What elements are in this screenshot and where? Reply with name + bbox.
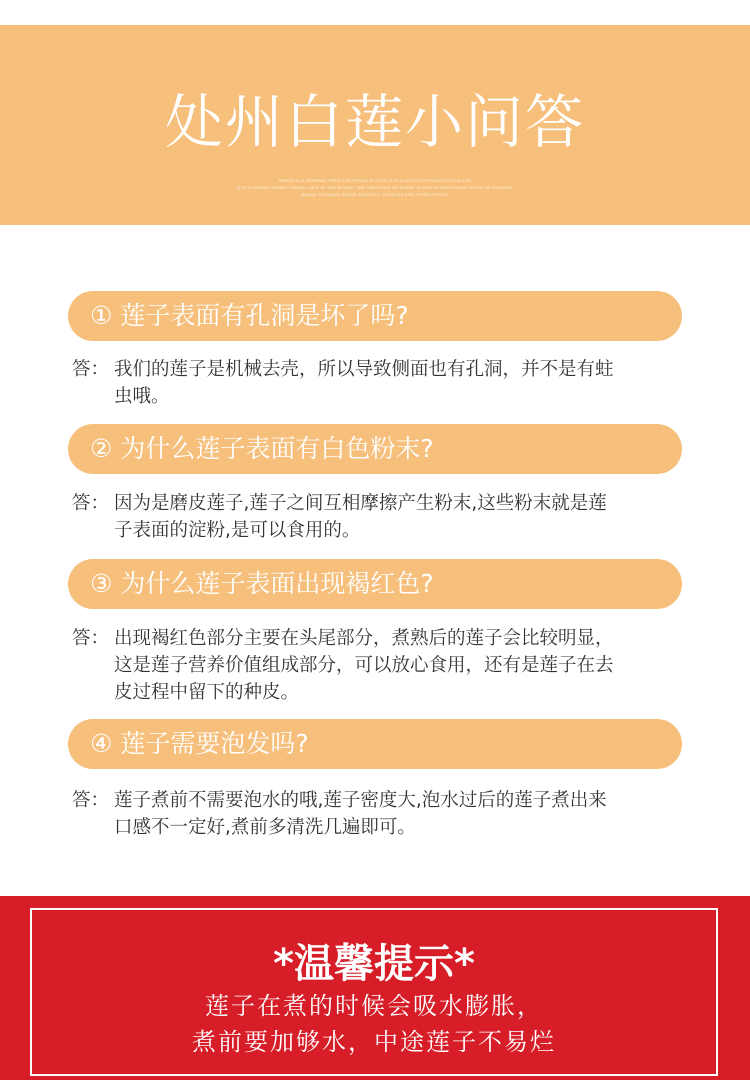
answer-text (114, 356, 692, 410)
tips-frame (30, 908, 718, 1076)
banner-subtitle (180, 177, 570, 198)
answer-text (114, 787, 692, 841)
banner-subtitle-line: BREAD, STEAMED BREAD, BISCUITS, NOODLES AND OTHER FOODS. (301, 192, 449, 197)
question-1: ① 莲子表面有孔洞是坏了吗? (68, 291, 682, 341)
answer-line: 这是莲子营养价值组成部分，可以放心食用，还有是莲子在去 (114, 655, 614, 676)
answer-prefix: 答： (72, 790, 110, 811)
answer-line: 因为是磨皮莲子,莲子之间互相摩擦产生粉末,这些粉末就是莲 (114, 493, 607, 514)
tips-line-2: 煮前要加够水，中途莲子不易烂 (192, 1028, 556, 1056)
header-banner (0, 25, 750, 225)
answer-3 (72, 625, 692, 706)
answer-prefix: 答： (72, 628, 110, 649)
banner-subtitle-line: WHEAT IS A GENERAL TERM FOR WHEAT PLANTS. IT IS A MONOCOTYLEDONOUS PLANT. (278, 178, 472, 183)
tips-title: *温馨提示* (273, 941, 475, 987)
tips-line-1: 莲子在煮的时候会吸水膨胀， (205, 992, 543, 1020)
answer-4 (72, 787, 692, 841)
page-title: 处州白莲小问答 (164, 88, 585, 156)
question-4: ④ 莲子需要泡发吗? (68, 719, 682, 769)
answer-line: 我们的莲子是机械去壳，所以导致侧面也有孔洞，并不是有蛀 (114, 359, 614, 380)
answer-line: 子表面的淀粉,是可以食用的。 (114, 520, 361, 541)
answer-1 (72, 356, 692, 410)
question-3: ③ 为什么莲子表面出现褐红色? (68, 559, 682, 609)
answer-line: 出现褐红色部分主要在头尾部分，煮熟后的莲子会比较明显， (114, 628, 614, 649)
answer-line: 口感不一定好,煮前多清洗几遍即可。 (114, 817, 416, 838)
question-2: ② 为什么莲子表面有白色粉末? (68, 424, 682, 474)
answer-2 (72, 490, 692, 544)
answer-prefix: 答： (72, 493, 110, 514)
answer-line: 皮过程中留下的种皮。 (114, 682, 300, 703)
tips-panel (0, 896, 750, 1080)
answer-prefix: 答： (72, 359, 110, 380)
answer-line: 虫哦。 (114, 386, 170, 407)
banner-subtitle-line: IT IS A WIDELY GROWN CEREAL CROP IN THE WORLD. THE CARYOPSIS OF WHEAT IS ONE OF THE STAPLE FOODS OF HUMANS. (236, 185, 514, 190)
answer-text (114, 625, 692, 706)
answer-text (114, 490, 692, 544)
answer-line: 莲子煮前不需要泡水的哦,莲子密度大,泡水过后的莲子煮出来 (114, 790, 607, 811)
